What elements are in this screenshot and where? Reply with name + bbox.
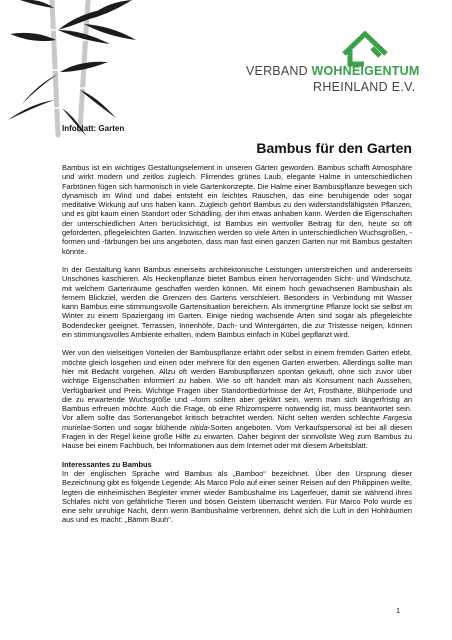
document-body (62, 163, 412, 525)
section-heading: Interessantes zu Bambus (62, 459, 152, 469)
org-name-line1: VERBAND WOHNEIGENTUM (246, 64, 420, 78)
paragraph-legend: In der englischen Sprache wird Bambus als „Bamboo“ bezeichnet. Über den Ursprung dieser Bezeichnung gibt es folgende Legende: Als Marco Polo auf einer seiner Reisen auf den Philippinen weilte, legten die einheimischen Begleiter immer wieder Bambushalme ins Lagerfeuer, damit sie während ihres Schlafes nicht von gefährliche Tieren und bösen Geistern überrascht werden. Für Marco Polo wurde es eine sehr unruhige Nacht, denn wenn Bambushalme verbrennen, dehnt sich die Luft in den Hohlräumen aus und es macht: „Bämm Buuh“. (62, 468, 412, 525)
paragraph-design: In der Gestaltung kann Bambus einerseits architektonische Leistungen unterstreichen und andererseits Unschönes kaschieren. Als Heckenpflanze bietet Bambus einen hervorragenden Sicht- und Windschutz, mit welchem Gartenräume geschaffen werden können. Mit einem hoch gewachsenen Bambushain als fernem Blickziel, werden die Grenzen des Gartens verschleiert. Besonders in Verbindung mit Wasser kann Bambus eine stimmungsvolle Gartensituation bereichern. Als immergrüne Pflanze lockt sie selbst im Winter zu einem Spaziergang im Garten. Einige niedrig wachsende Arten sind sogar als pflegeleichte Bodendecker geeignet. Terrassen, Innenhöfe, Dach- und Wintergärten, die zur Tristesse neigen, können ein stimmungsvolles Ambiente erhalten, indem Bambus einfach in Kübel gepflanzt wird. (62, 264, 412, 340)
document-title: Bambus für den Garten (256, 140, 412, 156)
paragraph-purchase: Wer von den vielseitigen Vorteilen der Bambuspflanze erfährt oder selbst in einem fremden Garten erlebt, möchte gleich losgehen und einen oder mehrere für den eigenen Garten erwerben. Allerdings sollte man hier mit Bedacht vorgehen. Allzu oft werden Bambuspflanzen spontan gekauft, ohne sich zuvor über wichtige Eigenschaften informiert zu haben. Wie so oft handelt man als Konsument nach Aussehen, Verfügbarkeit und Preis. Wichtige Fragen über Standortbedürfnisse der Art, Frosthärte, Blühperiode und die zu erwartende Wuchsgröße und –form sollten aber geklärt sein, wenn man sich längerfristig an Bambus erfreuen möchte. Auch die Frage, ob eine Rhizomsperre notwendig ist, muss beantwortet sein. Vor allem sollte das Sortenangebot kritisch betrachtet werden. Nicht selten werden schlechte Fargesia murielae-Sorten und sogar blühende nitida-Sorten angeboten. Vom Verkaufspersonal ist bei all diesen Fragen in der Regel keine große Hilfe zu erwarten. Daher beginnt der sinnvollste Weg zum Bambus zu Hause bei einem Fachbuch, bei Informationen aus dem Internet oder mit diesem Arbeitsblatt. (62, 348, 412, 451)
paragraph-intro: Bambus ist ein wichtiges Gestaltungselement in unseren Gärten geworden. Bambus schafft Atmosphäre und wirkt modern und zeitlos zugleich. Flirrendes grünes Laub, elegante Halme in unterschiedlichen Farbtönen fügen sich harmonisch in viele Gartenkonzepte. Die Halme einer Bambuspflanze bewegen sich dynamisch im Wind und dabei entsteht ein leichtes Rauschen, das eine beruhigende oder sogar meditative Wirkung auf uns haben kann. Zugleich gehört Bambus zu den widerstandsfähigsten Pflanzen, und es gibt kaum einen Standort oder Schädling, der ihm etwas anhaben kann. Werden die Eigenschaften der unterschiedlichen Arten berücksichtigt, ist Bambus ein wertvoller Beitrag für den, heute so oft geforderten, pflegeleichten Garten. Inzwischen werden so viele Arten in unterschiedlichen Wuchsgrößen, -formen und -färbungen bei uns angeboten, dass man fast einen ganzen Garten nur mit Bambus gestalten könnte. (62, 163, 412, 256)
page-number: 1 (396, 608, 400, 615)
org-name-line2: RHEINLAND E.V. (313, 80, 416, 94)
species-name: nitida (190, 422, 208, 432)
species-name: Fargesia murielae (62, 413, 412, 432)
document-category: Infoblatt: Garten (62, 124, 125, 133)
bamboo-illustration (0, 0, 140, 140)
org-name-highlight: WOHNEIGENTUM (311, 64, 420, 78)
